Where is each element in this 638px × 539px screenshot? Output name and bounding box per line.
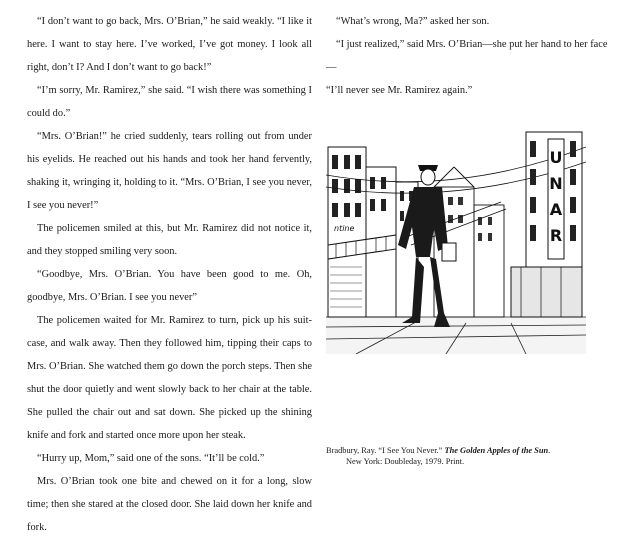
awning-sign-text: ntine <box>334 224 355 233</box>
paragraph: “Goodbye, Mrs. O’Brian. You have been good to me. Oh, goodbye, Mrs. O’Brian. I see you never” <box>27 269 312 303</box>
paragraph: “I don’t want to go back, Mrs. O’Brian,” he said weakly. “I like it here. I want to stay here. I’ve worked, I’ve got money. I look all right, don’t I? And I don’t want to go back!” <box>27 16 312 73</box>
sign-letter: U <box>549 148 563 167</box>
paragraph: Mrs. O’Brian took one bite and chewed on it for a long, slow time; then she stared at the closed door. She laid down her knife and fork. <box>27 476 312 533</box>
paragraph: “I just realized,” said Mrs. O’Brian—she put her hand to her face— <box>326 39 608 73</box>
paragraph: “I’m sorry, Mr. Ramirez,” she said. “I wish there was something I could do.” <box>27 85 312 119</box>
citation <box>326 445 626 467</box>
paragraph: “Mrs. O’Brian!” he cried suddenly, tears rolling out from under his eyelids. He reached out his hands and took her hand fervently, shaking it, wringing it, holding to it. “Mrs. O’Brian, I see you never, I see you never!” <box>27 131 312 211</box>
sign-letter: A <box>549 200 563 219</box>
citation-punct: . <box>548 446 551 455</box>
story-right-column <box>326 10 616 102</box>
citation-book-title: The Golden Apples of the Sun <box>444 446 549 455</box>
sign-letter: R <box>549 226 563 245</box>
story-left-column <box>27 10 312 539</box>
sign-letter: N <box>549 174 563 193</box>
city-street-illustration <box>326 127 586 354</box>
paragraph: “What’s wrong, Ma?” asked her son. <box>336 16 490 27</box>
paragraph: “Hurry up, Mom,” said one of the sons. “It’ll be cold.” <box>37 453 265 464</box>
citation-author-story: Bradbury, Ray. “I See You Never.” <box>326 446 445 455</box>
citation-publisher: New York: Doubleday, 1979. Print. <box>346 457 465 466</box>
paragraph: The policemen smiled at this, but Mr. Ramirez did not notice it, and they stopped smiling very soon. <box>27 223 312 257</box>
paragraph: “I’ll never see Mr. Ramirez again.” <box>326 85 473 96</box>
paragraph: The policemen waited for Mr. Ramirez to turn, pick up his suit-case, and walk away. Then they followed him, tipping their caps to Mrs. O’Brian. She watched them go down the porch steps. Then she shut the door quietly and went slowly back to her chair at the table. She pulled the chair out and sat down. She picked up the shining knife and fork and started once more upon her steak. <box>27 315 312 441</box>
